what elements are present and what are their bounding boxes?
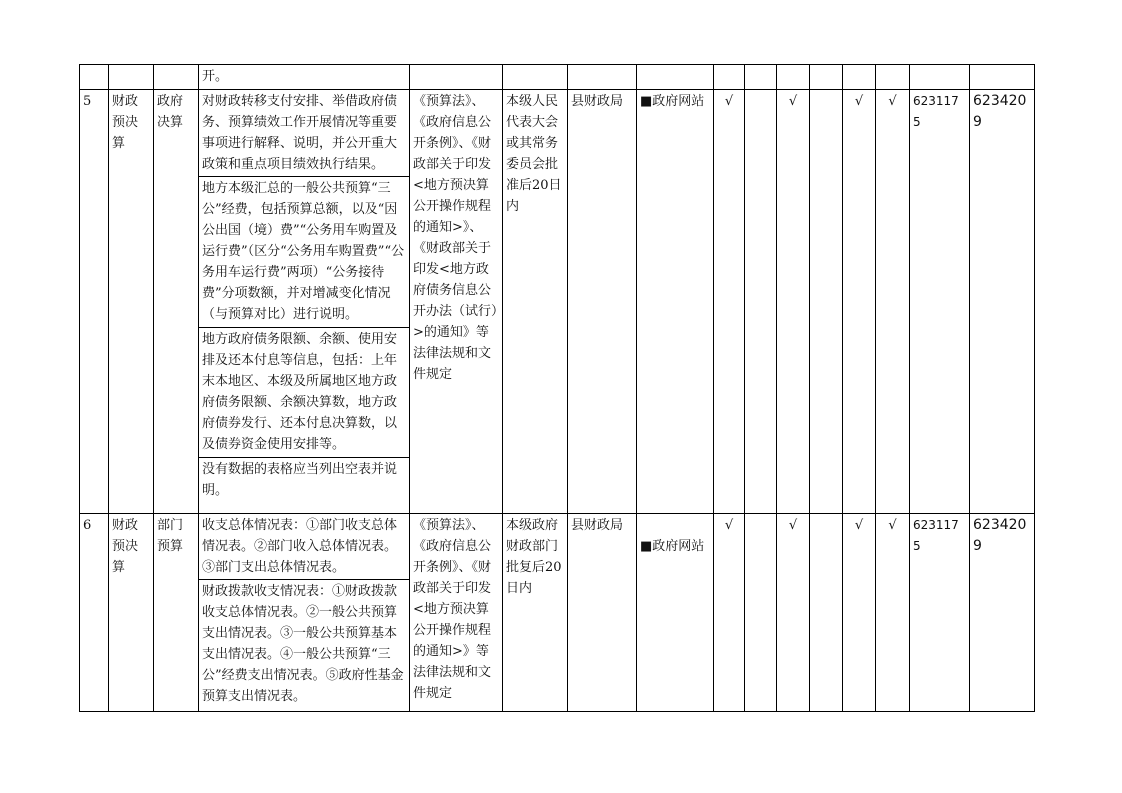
cell-check: √: [876, 90, 910, 514]
cell-phone: [910, 65, 970, 90]
cell-check: √: [714, 90, 745, 514]
cell-basis: 《预算法》、《政府信息公开条例》、《财政部关于印发<地方预决算公开操作规程的通知>》等法律法规和文件规定: [410, 514, 503, 712]
cell-basis: [410, 65, 503, 90]
cell-check: √: [777, 90, 810, 514]
cell-phone: [970, 65, 1035, 90]
cell-phone: 6231175: [910, 90, 970, 514]
cell-time-limit: 本级政府财政部门批复后20日内: [503, 514, 568, 712]
cell-content: [199, 90, 410, 514]
cell-phone: 6234209: [970, 514, 1035, 712]
disclosure-table: [79, 64, 1035, 712]
cell-check: [810, 65, 843, 90]
cell-check: [745, 514, 777, 712]
cell-content: 开。: [199, 65, 410, 90]
cell-channel: ■政府网站: [637, 90, 714, 514]
content-item: 收支总体情况表：①部门收支总体情况表。②部门收入总体情况表。③部门支出总体情况表。: [199, 514, 409, 580]
cell-channel: [637, 65, 714, 90]
cell-check: √: [843, 90, 876, 514]
content-item: 对财政转移支付安排、举借政府债务、预算绩效工作开展情况等重要事项进行解释、说明，并公开重大政策和重点项目绩效执行结果。: [199, 90, 409, 177]
cell-check: √: [714, 514, 745, 712]
cell-channel: ■政府网站: [637, 514, 714, 712]
cell-subject: [568, 65, 637, 90]
cell-no: 5: [80, 90, 109, 514]
cell-content: [199, 514, 410, 712]
cell-check: [843, 65, 876, 90]
table-row-6: [80, 514, 1035, 712]
cell-time-limit: [503, 65, 568, 90]
content-item: 地方政府债务限额、余额、使用安排及还本付息等信息，包括：上年末本地区、本级及所属地区地方政府债务限额、余额决算数，地方政府债券发行、还本付息决算数，以及债券资金使用安排等。: [199, 328, 409, 458]
cell-check: [810, 514, 843, 712]
cell-check: √: [777, 514, 810, 712]
cell-subcategory: 部门预算: [154, 514, 199, 712]
cell-check: √: [876, 514, 910, 712]
table-row-continuation: [80, 65, 1035, 90]
table-row-5: [80, 90, 1035, 514]
cell-subject: 县财政局: [568, 90, 637, 514]
content-item: 没有数据的表格应当列出空表并说明。: [202, 462, 398, 498]
cell-check: [810, 90, 843, 514]
cell-category: 财政预决算: [109, 90, 154, 514]
cell-subcategory: [154, 65, 199, 90]
cell-check: [745, 90, 777, 514]
cell-check: [876, 65, 910, 90]
cell-check: [745, 65, 777, 90]
cell-subcategory: 政府决算: [154, 90, 199, 514]
cell-subject: 县财政局: [568, 514, 637, 712]
cell-time-limit: 本级人民代表大会或其常务委员会批准后20日内: [503, 90, 568, 514]
content-item: 财政拨款收支情况表：①财政拨款收支总体情况表。②一般公共预算支出情况表。③一般公共预算基本支出情况表。④一般公共预算“三公”经费支出情况表。⑤政府性基金预算支出情况表。: [202, 584, 404, 704]
cell-check: √: [843, 514, 876, 712]
cell-category: [109, 65, 154, 90]
cell-check: [714, 65, 745, 90]
cell-category: 财政预决算: [109, 514, 154, 712]
cell-phone: 6231175: [910, 514, 970, 712]
cell-basis: 《预算法》、《政府信息公开条例》、《财政部关于印发<地方预决算公开操作规程的通知>》、《财政部关于印发<地方政府债务信息公开办法（试行）>的通知》等法律法规和文件规定: [410, 90, 503, 514]
cell-no: 6: [80, 514, 109, 712]
content-item: 地方本级汇总的一般公共预算“三公”经费，包括预算总额，以及“因公出国（境）费”“公务用车购置及运行费”（区分“公务用车购置费”“公务用车运行费”两项）“公务接待费”分项数额，并对增减变化情况（与预算对比）进行说明。: [199, 177, 409, 328]
cell-phone: 6234209: [970, 90, 1035, 514]
cell-check: [777, 65, 810, 90]
cell-no: [80, 65, 109, 90]
